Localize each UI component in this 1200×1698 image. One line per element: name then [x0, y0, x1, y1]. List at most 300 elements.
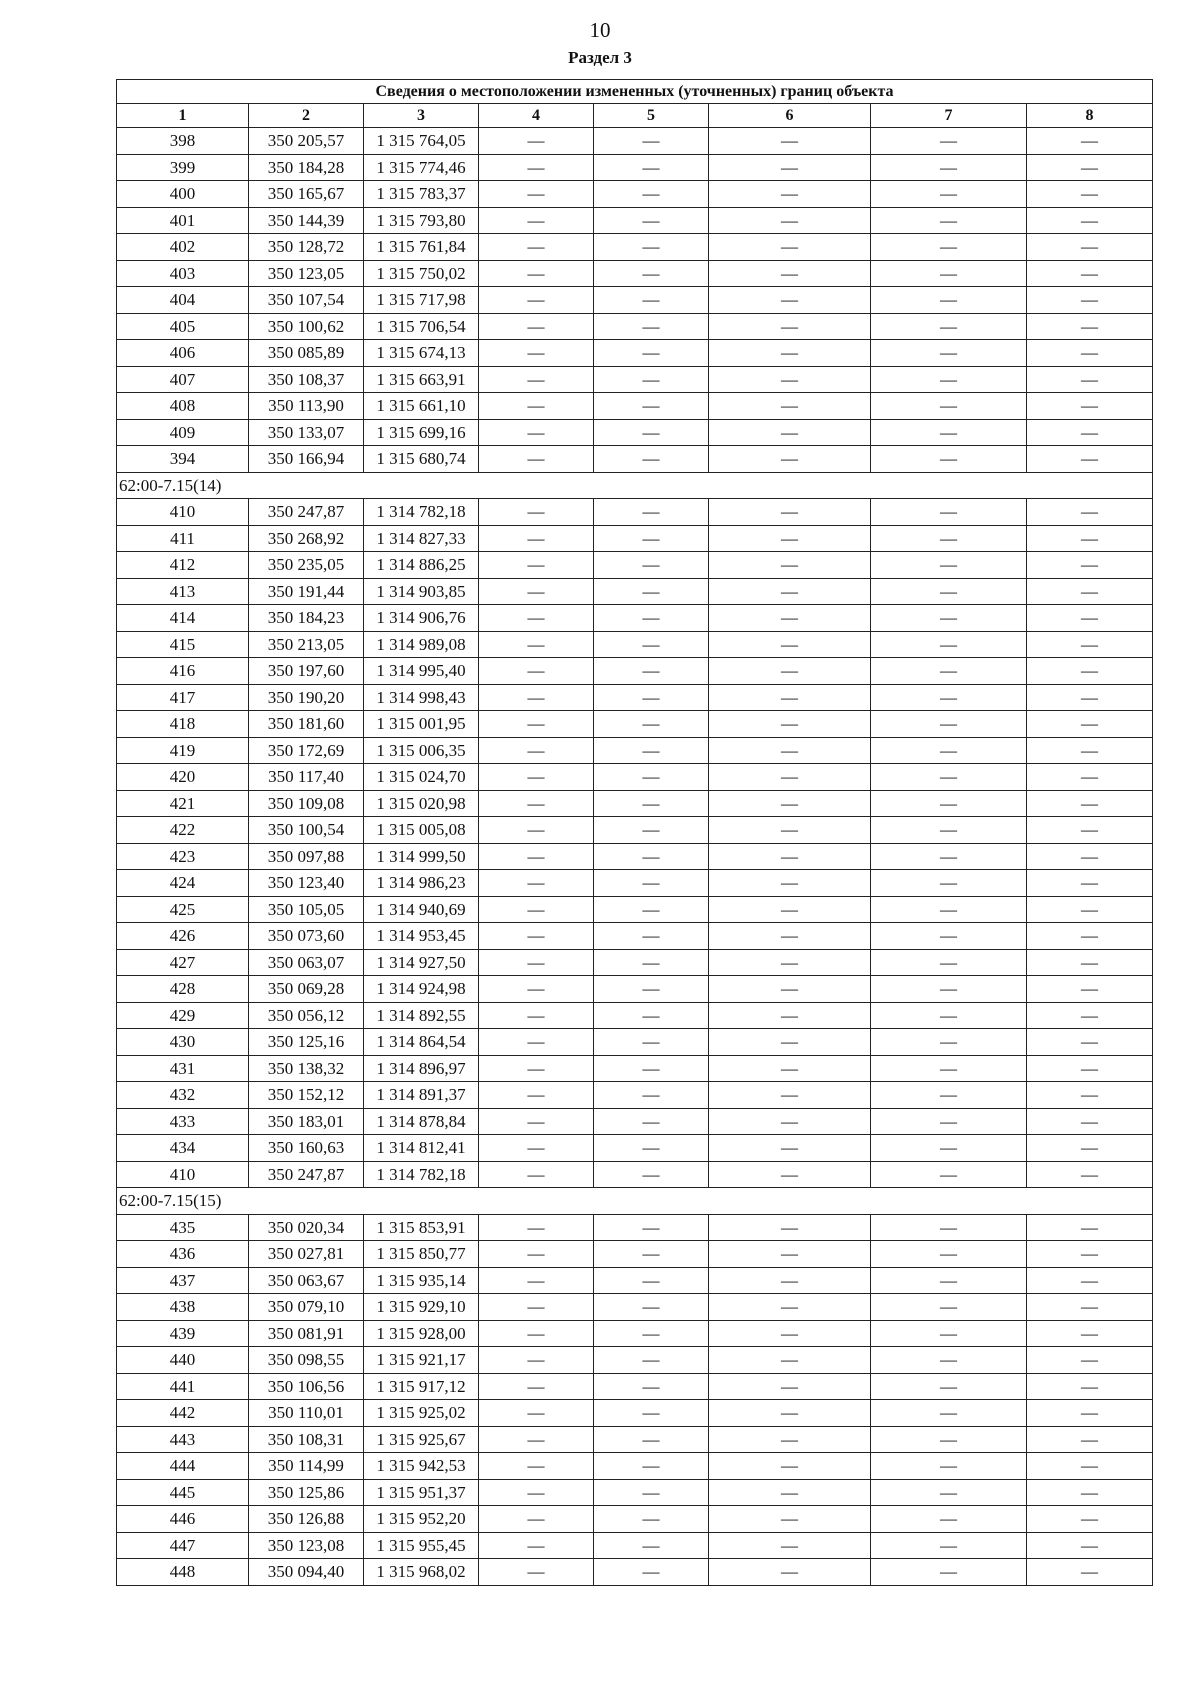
empty-dash-cell: —	[1027, 1400, 1153, 1427]
y-coordinate-cell: 1 314 953,45	[364, 923, 479, 950]
table-row	[117, 340, 1153, 367]
empty-dash-cell: —	[479, 525, 594, 552]
empty-dash-cell: —	[594, 896, 709, 923]
table-row	[117, 366, 1153, 393]
empty-dash-cell: —	[709, 1002, 871, 1029]
point-number-cell: 416	[117, 658, 249, 685]
y-coordinate-cell: 1 315 917,12	[364, 1373, 479, 1400]
point-number-cell: 419	[117, 737, 249, 764]
y-coordinate-cell: 1 314 924,98	[364, 976, 479, 1003]
empty-dash-cell: —	[1027, 446, 1153, 473]
empty-dash-cell: —	[1027, 1108, 1153, 1135]
x-coordinate-cell: 350 138,32	[249, 1055, 364, 1082]
empty-dash-cell: —	[709, 631, 871, 658]
empty-dash-cell: —	[1027, 658, 1153, 685]
empty-dash-cell: —	[594, 1029, 709, 1056]
empty-dash-cell: —	[871, 1532, 1027, 1559]
empty-dash-cell: —	[594, 446, 709, 473]
table-row	[117, 949, 1153, 976]
y-coordinate-cell: 1 314 989,08	[364, 631, 479, 658]
empty-dash-cell: —	[871, 446, 1027, 473]
point-number-cell: 398	[117, 128, 249, 155]
y-coordinate-cell: 1 314 864,54	[364, 1029, 479, 1056]
point-number-cell: 439	[117, 1320, 249, 1347]
point-number-cell: 414	[117, 605, 249, 632]
empty-dash-cell: —	[479, 1267, 594, 1294]
empty-dash-cell: —	[479, 446, 594, 473]
table-row	[117, 1108, 1153, 1135]
empty-dash-cell: —	[1027, 711, 1153, 738]
empty-dash-cell: —	[594, 366, 709, 393]
empty-dash-cell: —	[594, 578, 709, 605]
point-number-cell: 408	[117, 393, 249, 420]
point-number-cell: 435	[117, 1214, 249, 1241]
empty-dash-cell: —	[1027, 1506, 1153, 1533]
table-row	[117, 1055, 1153, 1082]
table-row	[117, 419, 1153, 446]
point-number-cell: 406	[117, 340, 249, 367]
empty-dash-cell: —	[709, 976, 871, 1003]
x-coordinate-cell: 350 098,55	[249, 1347, 364, 1374]
empty-dash-cell: —	[479, 1029, 594, 1056]
empty-dash-cell: —	[594, 1373, 709, 1400]
empty-dash-cell: —	[709, 605, 871, 632]
y-coordinate-cell: 1 315 928,00	[364, 1320, 479, 1347]
x-coordinate-cell: 350 191,44	[249, 578, 364, 605]
y-coordinate-cell: 1 315 783,37	[364, 181, 479, 208]
empty-dash-cell: —	[594, 949, 709, 976]
empty-dash-cell: —	[479, 1055, 594, 1082]
empty-dash-cell: —	[594, 234, 709, 261]
empty-dash-cell: —	[709, 1506, 871, 1533]
empty-dash-cell: —	[479, 1082, 594, 1109]
point-number-cell: 445	[117, 1479, 249, 1506]
point-number-cell: 425	[117, 896, 249, 923]
column-number-row	[117, 104, 1153, 128]
empty-dash-cell: —	[594, 1400, 709, 1427]
x-coordinate-cell: 350 100,54	[249, 817, 364, 844]
empty-dash-cell: —	[1027, 313, 1153, 340]
point-number-cell: 431	[117, 1055, 249, 1082]
empty-dash-cell: —	[479, 1347, 594, 1374]
x-coordinate-cell: 350 108,31	[249, 1426, 364, 1453]
empty-dash-cell: —	[1027, 1320, 1153, 1347]
empty-dash-cell: —	[871, 1108, 1027, 1135]
column-number-3: 3	[364, 104, 479, 128]
empty-dash-cell: —	[1027, 1559, 1153, 1586]
empty-dash-cell: —	[479, 287, 594, 314]
point-number-cell: 426	[117, 923, 249, 950]
x-coordinate-cell: 350 247,87	[249, 499, 364, 526]
x-coordinate-cell: 350 123,05	[249, 260, 364, 287]
empty-dash-cell: —	[594, 923, 709, 950]
empty-dash-cell: —	[709, 711, 871, 738]
empty-dash-cell: —	[479, 1426, 594, 1453]
empty-dash-cell: —	[594, 1426, 709, 1453]
empty-dash-cell: —	[594, 1214, 709, 1241]
point-number-cell: 448	[117, 1559, 249, 1586]
empty-dash-cell: —	[479, 366, 594, 393]
empty-dash-cell: —	[709, 1055, 871, 1082]
empty-dash-cell: —	[1027, 1267, 1153, 1294]
point-number-cell: 429	[117, 1002, 249, 1029]
empty-dash-cell: —	[871, 896, 1027, 923]
y-coordinate-cell: 1 315 761,84	[364, 234, 479, 261]
empty-dash-cell: —	[479, 393, 594, 420]
empty-dash-cell: —	[709, 1400, 871, 1427]
x-coordinate-cell: 350 106,56	[249, 1373, 364, 1400]
y-coordinate-cell: 1 315 955,45	[364, 1532, 479, 1559]
empty-dash-cell: —	[871, 1506, 1027, 1533]
empty-dash-cell: —	[1027, 207, 1153, 234]
empty-dash-cell: —	[594, 154, 709, 181]
empty-dash-cell: —	[594, 1055, 709, 1082]
table-row	[117, 976, 1153, 1003]
empty-dash-cell: —	[871, 552, 1027, 579]
point-number-cell: 424	[117, 870, 249, 897]
y-coordinate-cell: 1 314 986,23	[364, 870, 479, 897]
x-coordinate-cell: 350 094,40	[249, 1559, 364, 1586]
y-coordinate-cell: 1 315 925,67	[364, 1426, 479, 1453]
x-coordinate-cell: 350 110,01	[249, 1400, 364, 1427]
point-number-cell: 411	[117, 525, 249, 552]
empty-dash-cell: —	[871, 393, 1027, 420]
table-row	[117, 870, 1153, 897]
page-number: 10	[589, 18, 611, 42]
x-coordinate-cell: 350 100,62	[249, 313, 364, 340]
empty-dash-cell: —	[479, 1161, 594, 1188]
empty-dash-cell: —	[709, 923, 871, 950]
table-row	[117, 1479, 1153, 1506]
empty-dash-cell: —	[479, 658, 594, 685]
point-number-cell: 434	[117, 1135, 249, 1162]
empty-dash-cell: —	[709, 578, 871, 605]
empty-dash-cell: —	[479, 1506, 594, 1533]
point-number-cell: 402	[117, 234, 249, 261]
table-caption-row	[117, 80, 1153, 104]
empty-dash-cell: —	[709, 1082, 871, 1109]
point-number-cell: 436	[117, 1241, 249, 1268]
empty-dash-cell: —	[871, 737, 1027, 764]
empty-dash-cell: —	[709, 207, 871, 234]
y-coordinate-cell: 1 314 903,85	[364, 578, 479, 605]
table-row	[117, 631, 1153, 658]
empty-dash-cell: —	[1027, 1373, 1153, 1400]
table-row	[117, 1347, 1153, 1374]
point-number-cell: 421	[117, 790, 249, 817]
table-row	[117, 1267, 1153, 1294]
empty-dash-cell: —	[871, 1241, 1027, 1268]
empty-dash-cell: —	[479, 1214, 594, 1241]
point-number-cell: 399	[117, 154, 249, 181]
table-row	[117, 393, 1153, 420]
empty-dash-cell: —	[709, 843, 871, 870]
empty-dash-cell: —	[1027, 1082, 1153, 1109]
empty-dash-cell: —	[594, 287, 709, 314]
point-number-cell: 427	[117, 949, 249, 976]
empty-dash-cell: —	[1027, 260, 1153, 287]
y-coordinate-cell: 1 314 999,50	[364, 843, 479, 870]
y-coordinate-cell: 1 314 896,97	[364, 1055, 479, 1082]
empty-dash-cell: —	[594, 1320, 709, 1347]
empty-dash-cell: —	[871, 1479, 1027, 1506]
empty-dash-cell: —	[594, 1082, 709, 1109]
empty-dash-cell: —	[709, 790, 871, 817]
empty-dash-cell: —	[479, 154, 594, 181]
empty-dash-cell: —	[1027, 1135, 1153, 1162]
table-row	[117, 764, 1153, 791]
empty-dash-cell: —	[479, 578, 594, 605]
table-row	[117, 605, 1153, 632]
group-label: 62:00-7.15(14)	[117, 472, 1153, 499]
empty-dash-cell: —	[871, 181, 1027, 208]
empty-dash-cell: —	[594, 843, 709, 870]
point-number-cell: 403	[117, 260, 249, 287]
empty-dash-cell: —	[1027, 366, 1153, 393]
empty-dash-cell: —	[871, 1135, 1027, 1162]
empty-dash-cell: —	[594, 1267, 709, 1294]
y-coordinate-cell: 1 314 998,43	[364, 684, 479, 711]
empty-dash-cell: —	[871, 366, 1027, 393]
empty-dash-cell: —	[479, 1294, 594, 1321]
empty-dash-cell: —	[594, 605, 709, 632]
empty-dash-cell: —	[594, 128, 709, 155]
empty-dash-cell: —	[594, 1135, 709, 1162]
empty-dash-cell: —	[709, 287, 871, 314]
empty-dash-cell: —	[594, 1479, 709, 1506]
empty-dash-cell: —	[871, 1347, 1027, 1374]
empty-dash-cell: —	[1027, 870, 1153, 897]
empty-dash-cell: —	[594, 684, 709, 711]
empty-dash-cell: —	[1027, 896, 1153, 923]
table-row	[117, 1400, 1153, 1427]
empty-dash-cell: —	[871, 1029, 1027, 1056]
coordinates-table	[116, 79, 1153, 1586]
empty-dash-cell: —	[1027, 419, 1153, 446]
y-coordinate-cell: 1 315 853,91	[364, 1214, 479, 1241]
table-row	[117, 1453, 1153, 1480]
empty-dash-cell: —	[871, 1002, 1027, 1029]
point-number-cell: 422	[117, 817, 249, 844]
point-number-cell: 441	[117, 1373, 249, 1400]
empty-dash-cell: —	[594, 207, 709, 234]
empty-dash-cell: —	[709, 870, 871, 897]
table-row	[117, 711, 1153, 738]
point-number-cell: 444	[117, 1453, 249, 1480]
point-number-cell: 409	[117, 419, 249, 446]
x-coordinate-cell: 350 205,57	[249, 128, 364, 155]
point-number-cell: 420	[117, 764, 249, 791]
point-number-cell: 400	[117, 181, 249, 208]
table-row	[117, 1214, 1153, 1241]
empty-dash-cell: —	[594, 525, 709, 552]
y-coordinate-cell: 1 314 927,50	[364, 949, 479, 976]
empty-dash-cell: —	[709, 737, 871, 764]
y-coordinate-cell: 1 315 925,02	[364, 1400, 479, 1427]
point-number-cell: 430	[117, 1029, 249, 1056]
table-row	[117, 843, 1153, 870]
empty-dash-cell: —	[871, 525, 1027, 552]
empty-dash-cell: —	[479, 817, 594, 844]
empty-dash-cell: —	[1027, 393, 1153, 420]
x-coordinate-cell: 350 085,89	[249, 340, 364, 367]
point-number-cell: 442	[117, 1400, 249, 1427]
empty-dash-cell: —	[479, 764, 594, 791]
x-coordinate-cell: 350 117,40	[249, 764, 364, 791]
y-coordinate-cell: 1 314 892,55	[364, 1002, 479, 1029]
empty-dash-cell: —	[594, 393, 709, 420]
y-coordinate-cell: 1 315 929,10	[364, 1294, 479, 1321]
y-coordinate-cell: 1 314 782,18	[364, 1161, 479, 1188]
empty-dash-cell: —	[871, 1161, 1027, 1188]
empty-dash-cell: —	[479, 976, 594, 1003]
empty-dash-cell: —	[709, 260, 871, 287]
point-number-cell: 437	[117, 1267, 249, 1294]
empty-dash-cell: —	[594, 1294, 709, 1321]
empty-dash-cell: —	[1027, 499, 1153, 526]
point-number-cell: 412	[117, 552, 249, 579]
empty-dash-cell: —	[1027, 843, 1153, 870]
empty-dash-cell: —	[709, 1347, 871, 1374]
empty-dash-cell: —	[871, 605, 1027, 632]
x-coordinate-cell: 350 160,63	[249, 1135, 364, 1162]
empty-dash-cell: —	[1027, 790, 1153, 817]
x-coordinate-cell: 350 184,23	[249, 605, 364, 632]
empty-dash-cell: —	[871, 1373, 1027, 1400]
empty-dash-cell: —	[1027, 578, 1153, 605]
empty-dash-cell: —	[709, 1479, 871, 1506]
empty-dash-cell: —	[1027, 1055, 1153, 1082]
table-row	[117, 896, 1153, 923]
group-header-row	[117, 1188, 1153, 1215]
y-coordinate-cell: 1 315 680,74	[364, 446, 479, 473]
point-number-cell: 446	[117, 1506, 249, 1533]
empty-dash-cell: —	[871, 843, 1027, 870]
empty-dash-cell: —	[479, 1479, 594, 1506]
empty-dash-cell: —	[594, 1347, 709, 1374]
empty-dash-cell: —	[479, 737, 594, 764]
empty-dash-cell: —	[479, 419, 594, 446]
empty-dash-cell: —	[709, 499, 871, 526]
x-coordinate-cell: 350 126,88	[249, 1506, 364, 1533]
empty-dash-cell: —	[479, 260, 594, 287]
empty-dash-cell: —	[871, 1214, 1027, 1241]
empty-dash-cell: —	[479, 1373, 594, 1400]
table-row	[117, 1506, 1153, 1533]
empty-dash-cell: —	[871, 631, 1027, 658]
empty-dash-cell: —	[871, 870, 1027, 897]
empty-dash-cell: —	[1027, 1453, 1153, 1480]
x-coordinate-cell: 350 125,86	[249, 1479, 364, 1506]
y-coordinate-cell: 1 315 793,80	[364, 207, 479, 234]
x-coordinate-cell: 350 109,08	[249, 790, 364, 817]
empty-dash-cell: —	[709, 764, 871, 791]
table-row	[117, 234, 1153, 261]
empty-dash-cell: —	[709, 658, 871, 685]
empty-dash-cell: —	[709, 1426, 871, 1453]
empty-dash-cell: —	[871, 923, 1027, 950]
y-coordinate-cell: 1 315 661,10	[364, 393, 479, 420]
table-row	[117, 1426, 1153, 1453]
empty-dash-cell: —	[594, 1108, 709, 1135]
empty-dash-cell: —	[709, 181, 871, 208]
x-coordinate-cell: 350 213,05	[249, 631, 364, 658]
empty-dash-cell: —	[479, 1559, 594, 1586]
empty-dash-cell: —	[594, 1241, 709, 1268]
empty-dash-cell: —	[1027, 1347, 1153, 1374]
table-row	[117, 154, 1153, 181]
empty-dash-cell: —	[479, 1532, 594, 1559]
x-coordinate-cell: 350 144,39	[249, 207, 364, 234]
empty-dash-cell: —	[871, 128, 1027, 155]
empty-dash-cell: —	[871, 260, 1027, 287]
empty-dash-cell: —	[709, 552, 871, 579]
x-coordinate-cell: 350 056,12	[249, 1002, 364, 1029]
empty-dash-cell: —	[709, 1373, 871, 1400]
empty-dash-cell: —	[871, 764, 1027, 791]
empty-dash-cell: —	[479, 1135, 594, 1162]
table-row	[117, 737, 1153, 764]
empty-dash-cell: —	[871, 313, 1027, 340]
column-number-5: 5	[594, 104, 709, 128]
empty-dash-cell: —	[1027, 1029, 1153, 1056]
table-row	[117, 181, 1153, 208]
x-coordinate-cell: 350 190,20	[249, 684, 364, 711]
table-row	[117, 1002, 1153, 1029]
empty-dash-cell: —	[594, 340, 709, 367]
empty-dash-cell: —	[594, 737, 709, 764]
y-coordinate-cell: 1 315 942,53	[364, 1453, 479, 1480]
empty-dash-cell: —	[479, 313, 594, 340]
empty-dash-cell: —	[709, 393, 871, 420]
empty-dash-cell: —	[1027, 817, 1153, 844]
y-coordinate-cell: 1 314 906,76	[364, 605, 479, 632]
empty-dash-cell: —	[871, 1453, 1027, 1480]
x-coordinate-cell: 350 105,05	[249, 896, 364, 923]
y-coordinate-cell: 1 315 968,02	[364, 1559, 479, 1586]
point-number-cell: 407	[117, 366, 249, 393]
x-coordinate-cell: 350 123,40	[249, 870, 364, 897]
empty-dash-cell: —	[1027, 1479, 1153, 1506]
empty-dash-cell: —	[709, 1161, 871, 1188]
empty-dash-cell: —	[871, 684, 1027, 711]
empty-dash-cell: —	[479, 234, 594, 261]
empty-dash-cell: —	[479, 1453, 594, 1480]
empty-dash-cell: —	[871, 207, 1027, 234]
x-coordinate-cell: 350 123,08	[249, 1532, 364, 1559]
empty-dash-cell: —	[871, 817, 1027, 844]
point-number-cell: 405	[117, 313, 249, 340]
empty-dash-cell: —	[479, 552, 594, 579]
empty-dash-cell: —	[1027, 737, 1153, 764]
y-coordinate-cell: 1 315 764,05	[364, 128, 479, 155]
empty-dash-cell: —	[479, 684, 594, 711]
table-row	[117, 1135, 1153, 1162]
empty-dash-cell: —	[1027, 1241, 1153, 1268]
empty-dash-cell: —	[871, 1055, 1027, 1082]
empty-dash-cell: —	[594, 1506, 709, 1533]
empty-dash-cell: —	[479, 711, 594, 738]
y-coordinate-cell: 1 315 750,02	[364, 260, 479, 287]
y-coordinate-cell: 1 315 951,37	[364, 1479, 479, 1506]
x-coordinate-cell: 350 063,67	[249, 1267, 364, 1294]
empty-dash-cell: —	[1027, 764, 1153, 791]
x-coordinate-cell: 350 113,90	[249, 393, 364, 420]
y-coordinate-cell: 1 314 886,25	[364, 552, 479, 579]
empty-dash-cell: —	[479, 790, 594, 817]
empty-dash-cell: —	[594, 711, 709, 738]
empty-dash-cell: —	[594, 976, 709, 1003]
